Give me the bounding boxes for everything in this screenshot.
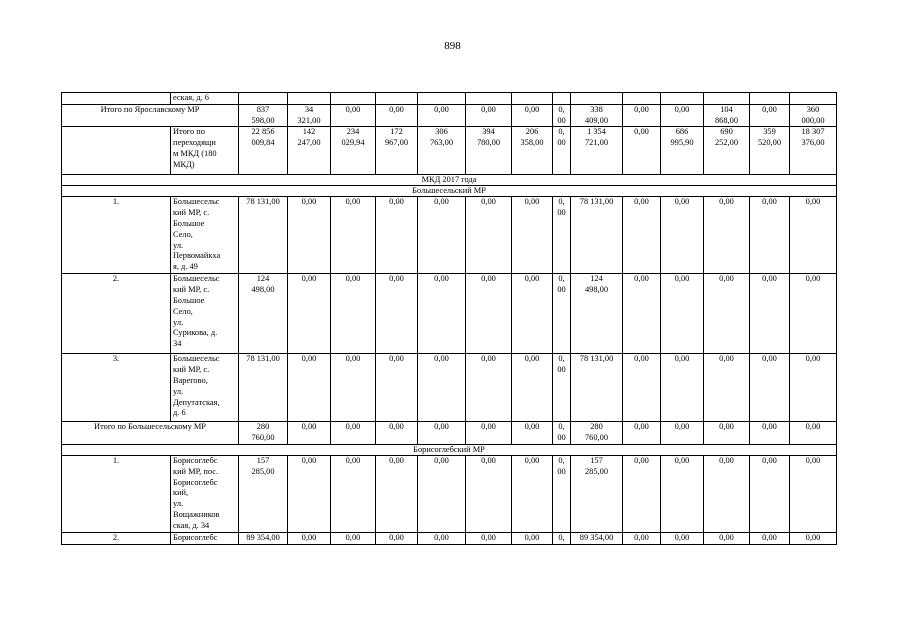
table-row [62,532,837,544]
value-cell [704,93,750,105]
value-cell: 0,00 [376,532,418,544]
value-cell: 0,00 [750,532,790,544]
value-cell: 0,00 [466,422,512,445]
section-header: Борисоглебский МР [62,444,837,455]
value-cell: 0,00 [288,274,331,354]
address-cell: Борисоглебс [171,532,239,544]
table-row [62,444,837,455]
value-cell: 0,00 [331,422,376,445]
value-cell: 0,00 [466,455,512,532]
value-cell: 280 760,00 [571,422,623,445]
row-number-cell: 2. [62,274,171,354]
value-cell: 0,00 [376,197,418,274]
value-cell: 0,00 [376,104,418,127]
table-row [62,274,837,354]
value-cell: 78 131,00 [571,354,623,422]
value-cell: 34 321,00 [288,104,331,127]
table-body [62,93,837,545]
value-cell: 0, 00 [553,104,571,127]
address-cell: Большесельс кий МР, с. Большое Село, ул. Сурикова, д. 34 [171,274,239,354]
value-cell: 172 967,00 [376,127,418,175]
value-cell: 0,00 [750,354,790,422]
value-cell: 0,00 [623,532,661,544]
value-cell: 0,00 [331,354,376,422]
value-cell: 0,00 [790,422,837,445]
value-cell: 157 285,00 [571,455,623,532]
row-number-cell: 2. [62,532,171,544]
value-cell: 0, 00 [553,127,571,175]
value-cell: 0,00 [288,197,331,274]
value-cell: 0,00 [466,274,512,354]
value-cell: 0,00 [704,354,750,422]
value-cell: 0,00 [288,354,331,422]
value-cell: 0,00 [704,455,750,532]
value-cell: 0,00 [288,422,331,445]
table-row [62,455,837,532]
value-cell [512,93,553,105]
value-cell: 0,00 [750,455,790,532]
value-cell: 0, 00 [553,274,571,354]
value-cell: 690 252,00 [704,127,750,175]
value-cell: 104 868,00 [704,104,750,127]
value-cell: 338 409,00 [571,104,623,127]
row-number-cell [62,127,171,175]
total-label: Итого по Ярославскому МР [62,104,239,127]
value-cell: 0,00 [750,104,790,127]
row-number-cell: 3. [62,354,171,422]
table-row [62,186,837,197]
value-cell: 0,00 [418,274,466,354]
value-cell: 0,00 [623,455,661,532]
value-cell: 0,00 [790,532,837,544]
value-cell: 0,00 [661,422,704,445]
section-header: МКД 2017 года [62,175,837,186]
value-cell: 0,00 [623,104,661,127]
table-row [62,127,837,175]
value-cell: 0,00 [288,455,331,532]
value-cell: 0,00 [623,274,661,354]
value-cell: 89 354,00 [239,532,288,544]
value-cell: 0,00 [750,422,790,445]
row-number-cell [62,93,171,105]
value-cell: 0,00 [376,422,418,445]
value-cell: 0,00 [750,197,790,274]
value-cell: 234 029,94 [331,127,376,175]
value-cell: 0,00 [418,197,466,274]
value-cell: 359 520,00 [750,127,790,175]
value-cell: 0,00 [331,532,376,544]
value-cell: 22 856 009,84 [239,127,288,175]
value-cell: 0,00 [376,354,418,422]
value-cell: 394 780,00 [466,127,512,175]
value-cell: 0,00 [376,455,418,532]
value-cell: 0,00 [466,104,512,127]
value-cell: 0,00 [466,354,512,422]
value-cell: 0, 00 [553,455,571,532]
value-cell: 0, 00 [553,197,571,274]
value-cell: 0,00 [331,197,376,274]
value-cell [623,93,661,105]
value-cell: 124 498,00 [239,274,288,354]
value-cell: 0,00 [512,274,553,354]
value-cell: 0,00 [512,354,553,422]
value-cell [466,93,512,105]
value-cell: 0,00 [512,455,553,532]
value-cell: 78 131,00 [239,354,288,422]
value-cell: 0,00 [661,197,704,274]
address-cell: Итого по переходящи м МКД (180 МКД) [171,127,239,175]
budget-table [61,92,837,545]
value-cell: 0,00 [661,354,704,422]
page-number: 898 [444,40,461,52]
value-cell: 306 763,00 [418,127,466,175]
value-cell [790,93,837,105]
table-row [62,354,837,422]
value-cell: 18 307 376,00 [790,127,837,175]
value-cell: 0,00 [704,532,750,544]
value-cell: 0,00 [288,532,331,544]
value-cell: 0,00 [661,455,704,532]
value-cell: 0,00 [790,354,837,422]
value-cell: 0, 00 [553,422,571,445]
address-cell: Борисоглебс кий МР, пос. Борисоглебс кий, ул. Вощажников ская, д. 34 [171,455,239,532]
value-cell [376,93,418,105]
value-cell: 0,00 [466,197,512,274]
value-cell: 78 131,00 [571,197,623,274]
value-cell: 0,00 [418,104,466,127]
value-cell [553,93,571,105]
value-cell: 0,00 [790,197,837,274]
value-cell: 1 354 721,00 [571,127,623,175]
value-cell: 0,00 [418,455,466,532]
row-number-cell: 1. [62,197,171,274]
value-cell: 0,00 [623,197,661,274]
value-cell [661,93,704,105]
value-cell: 157 285,00 [239,455,288,532]
value-cell [239,93,288,105]
value-cell: 78 131,00 [239,197,288,274]
value-cell: 0,00 [661,104,704,127]
value-cell: 142 247,00 [288,127,331,175]
value-cell: 0,00 [704,274,750,354]
value-cell [288,93,331,105]
value-cell: 0,00 [704,197,750,274]
value-cell: 0,00 [418,532,466,544]
value-cell: 0,00 [418,354,466,422]
table-row [62,93,837,105]
value-cell: 0,00 [790,274,837,354]
value-cell: 0,00 [512,532,553,544]
address-cell: еская, д. 6 [171,93,239,105]
value-cell [750,93,790,105]
value-cell: 686 995,90 [661,127,704,175]
value-cell: 0,00 [623,422,661,445]
value-cell: 0,00 [750,274,790,354]
row-number-cell: 1. [62,455,171,532]
address-cell: Большесельс кий МР, с. Варегово, ул. Депутатская, д. 6 [171,354,239,422]
value-cell: 0,00 [704,422,750,445]
value-cell: 0, 00 [553,354,571,422]
table-row [62,104,837,127]
section-header: Большесельский МР [62,186,837,197]
value-cell: 0,00 [661,532,704,544]
value-cell: 0,00 [376,274,418,354]
value-cell: 206 358,00 [512,127,553,175]
value-cell [418,93,466,105]
value-cell: 0,00 [331,455,376,532]
value-cell: 124 498,00 [571,274,623,354]
total-label: Итого по Большесельскому МР [62,422,239,445]
value-cell: 0,00 [661,274,704,354]
value-cell: 0,00 [623,354,661,422]
value-cell: 0,00 [623,127,661,175]
value-cell [331,93,376,105]
value-cell: 360 000,00 [790,104,837,127]
value-cell: 280 760,00 [239,422,288,445]
value-cell: 837 598,00 [239,104,288,127]
value-cell: 89 354,00 [571,532,623,544]
table-row [62,175,837,186]
value-cell: 0,00 [512,422,553,445]
value-cell: 0,00 [512,104,553,127]
value-cell: 0, [553,532,571,544]
address-cell: Большесельс кий МР, с. Большое Село, ул. Первомайкха я, д. 49 [171,197,239,274]
table-row [62,197,837,274]
value-cell: 0,00 [466,532,512,544]
value-cell: 0,00 [512,197,553,274]
table-row [62,422,837,445]
value-cell: 0,00 [331,104,376,127]
value-cell: 0,00 [790,455,837,532]
value-cell: 0,00 [331,274,376,354]
value-cell [571,93,623,105]
value-cell: 0,00 [418,422,466,445]
